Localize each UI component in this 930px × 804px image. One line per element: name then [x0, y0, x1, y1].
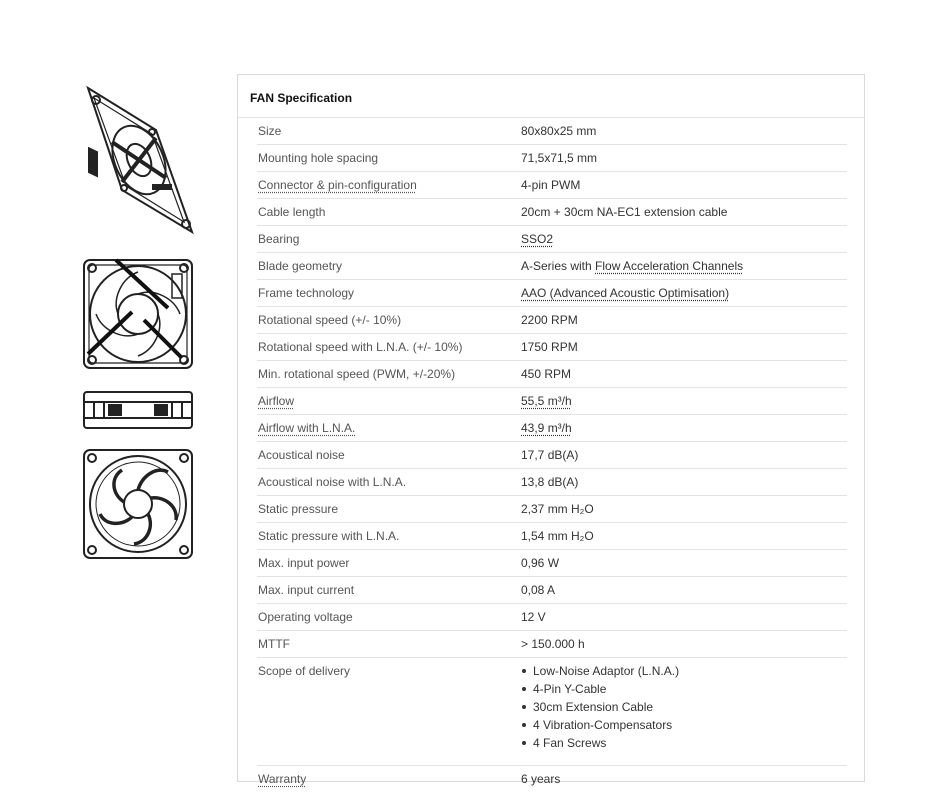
spec-row-acoustical-noise-lna [257, 469, 847, 496]
spec-row-operating-voltage [257, 604, 847, 631]
spec-label: Min. rotational speed (PWM, +/-20%) [258, 367, 456, 381]
spec-value: 20cm + 30cm NA-EC1 extension cable [521, 205, 728, 219]
spec-value: 6 years [521, 772, 561, 786]
aao-info-link[interactable]: AAO (Advanced Acoustic Optimisation) [521, 286, 730, 300]
spec-row-airflow-lna [257, 415, 847, 442]
blade-geometry-prefix: A-Series with [521, 259, 596, 273]
spec-value: 12 V [521, 610, 546, 624]
delivery-item: 30cm Extension Cable [533, 698, 847, 716]
spec-label: Blade geometry [258, 259, 343, 273]
spec-label: Static pressure with L.N.A. [258, 529, 400, 543]
spec-row-static-pressure [257, 496, 847, 523]
spec-row-rotational-speed-lna [257, 334, 847, 361]
spec-value: 0,96 W [521, 556, 560, 570]
spec-row-frame-technology [257, 280, 847, 307]
spec-value: 13,8 dB(A) [521, 475, 579, 489]
spec-value: 450 RPM [521, 367, 572, 381]
spec-row-bearing [257, 226, 847, 253]
spec-value: 71,5x71,5 mm [521, 151, 598, 165]
spec-table [257, 118, 847, 793]
spec-row-max-input-power [257, 550, 847, 577]
panel-title: FAN Specification [250, 91, 353, 105]
spec-label: Bearing [258, 232, 300, 246]
spec-value: 2,37 mm H₂O [521, 502, 594, 516]
spec-label: Size [258, 124, 282, 138]
spec-row-size [257, 118, 847, 145]
delivery-list [521, 662, 847, 752]
spec-row-cable-length [257, 199, 847, 226]
spec-label: Max. input power [258, 556, 350, 570]
spec-label: Mounting hole spacing [258, 151, 379, 165]
spec-row-scope-of-delivery [257, 658, 847, 766]
delivery-item: Low-Noise Adaptor (L.N.A.) [533, 662, 847, 680]
bearing-info-link[interactable]: SSO2 [521, 232, 554, 246]
delivery-item: 4-Pin Y-Cable [533, 680, 847, 698]
spec-label: Rotational speed (+/- 10%) [258, 313, 402, 327]
spec-label: Scope of delivery [258, 664, 351, 678]
spec-row-mttf [257, 631, 847, 658]
airflow-value-link[interactable]: 55,5 m³/h [521, 394, 572, 408]
spec-label: MTTF [258, 637, 290, 651]
spec-label: Rotational speed with L.N.A. (+/- 10%) [258, 340, 463, 354]
fan-side-drawing [82, 390, 194, 430]
spec-row-static-pressure-lna [257, 523, 847, 550]
spec-value: 2200 RPM [521, 313, 578, 327]
fan-specification-panel [237, 74, 865, 786]
connector-info-link[interactable]: Connector & pin-configuration [258, 178, 417, 192]
spec-row-max-input-current [257, 577, 847, 604]
delivery-item: 4 Fan Screws [533, 734, 847, 752]
fan-front-drawing [82, 258, 194, 370]
fan-rear-drawing [82, 448, 194, 560]
spec-label: Static pressure [258, 502, 339, 516]
spec-row-connector [257, 172, 847, 199]
airflow-info-link[interactable]: Airflow [258, 394, 295, 408]
spec-value: 1750 RPM [521, 340, 578, 354]
fan-isometric-drawing [82, 84, 196, 236]
warranty-info-link[interactable]: Warranty [258, 772, 307, 786]
spec-label: Cable length [258, 205, 326, 219]
airflow-lna-value-link[interactable]: 43,9 m³/h [521, 421, 572, 435]
spec-row-airflow [257, 388, 847, 415]
spec-label: Frame technology [258, 286, 355, 300]
spec-row-warranty [257, 766, 847, 793]
spec-row-blade-geometry [257, 253, 847, 280]
spec-row-acoustical-noise [257, 442, 847, 469]
spec-value: 17,7 dB(A) [521, 448, 579, 462]
flow-acceleration-link[interactable]: Flow Acceleration Channels [595, 259, 744, 273]
spec-value: 0,08 A [521, 583, 556, 597]
spec-value: 80x80x25 mm [521, 124, 597, 138]
airflow-lna-info-link[interactable]: Airflow with L.N.A. [258, 421, 356, 435]
spec-label: Acoustical noise [258, 448, 345, 462]
spec-row-min-rotational-speed [257, 361, 847, 388]
spec-value: 1,54 mm H₂O [521, 529, 594, 543]
spec-value: > 150.000 h [521, 637, 585, 651]
spec-label: Acoustical noise with L.N.A. [258, 475, 407, 489]
spec-value: 4-pin PWM [521, 178, 581, 192]
spec-row-rotational-speed [257, 307, 847, 334]
spec-row-mounting-hole-spacing [257, 145, 847, 172]
spec-label: Max. input current [258, 583, 355, 597]
delivery-item: 4 Vibration-Compensators [533, 716, 847, 734]
spec-label: Operating voltage [258, 610, 353, 624]
